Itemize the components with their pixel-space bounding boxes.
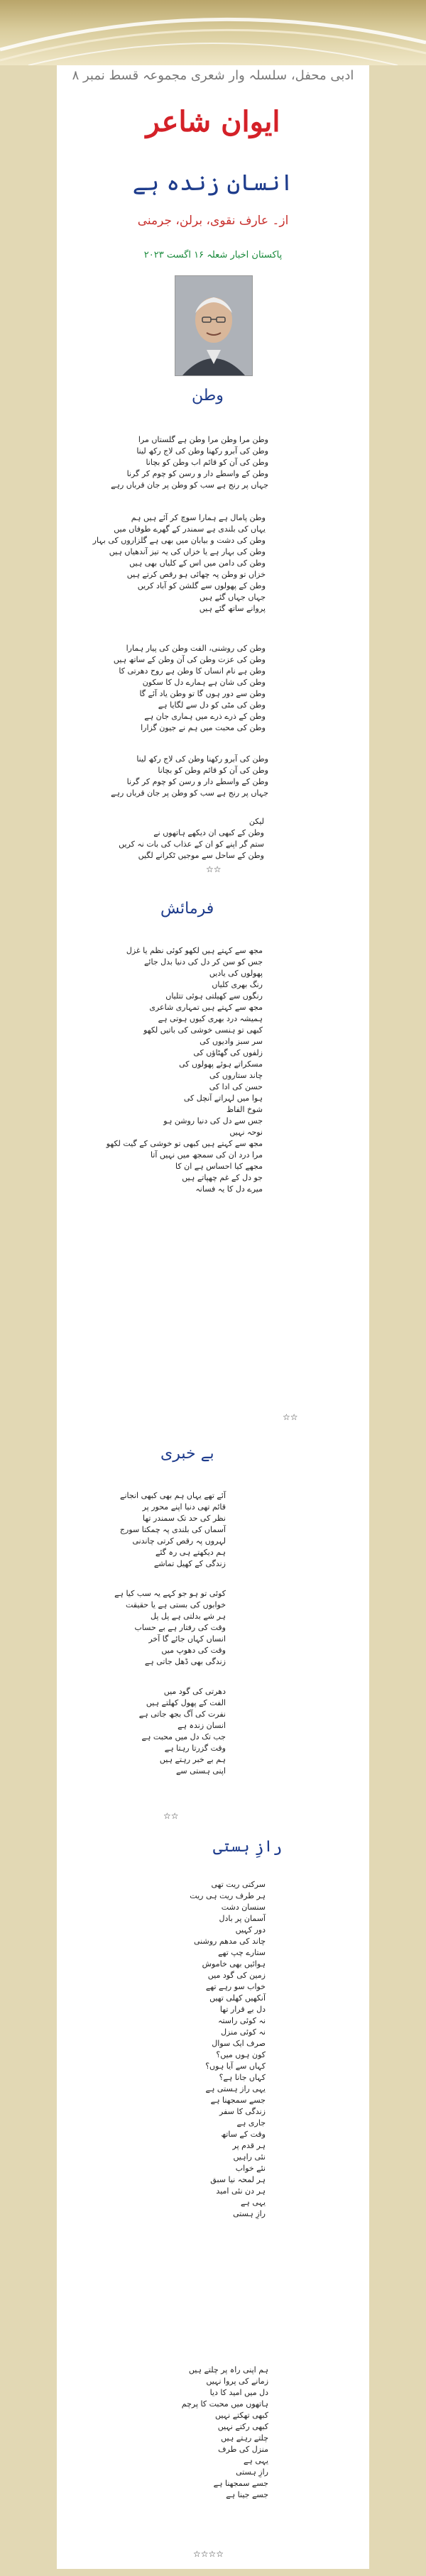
verse-line: ہم دیکھتے ہی رہ گئے xyxy=(155,1548,226,1557)
verse-line: دل بے قرار تھا xyxy=(219,2005,266,2014)
verse-line: نظر کی حد تک سمندر تھا xyxy=(143,1514,226,1523)
verse-line: وطن کے پھولوں سے گلشن کو آباد کریں xyxy=(137,581,266,590)
verse-line: وطن کی عزت وطن کی آن وطن کے ساتھ ہیں xyxy=(113,655,266,664)
swoosh-decoration xyxy=(0,0,426,65)
verse-line: وطن کی بہار ہے یا خزاں کی یہ تیز آندھیاں ہیں xyxy=(109,547,266,556)
verse-line: ہر لمحہ نیا سبق xyxy=(210,2175,266,2184)
verse-line: رازِ ہستی xyxy=(236,2467,268,2477)
verse-line: کبھی تھکتے نہیں xyxy=(215,2411,268,2420)
verse-line: جاری ہے xyxy=(236,2118,266,2128)
verse-line: وطن کے واسطے دار و رسن کو چوم کر گرنا xyxy=(126,469,268,478)
verse-line: نفرت کی آگ بجھ جاتی ہے xyxy=(138,1710,226,1719)
verse-line: رنگ بھری کلیاں xyxy=(212,980,263,989)
verse-line: خواب سو رہے تھے xyxy=(205,1982,266,1991)
series-subtitle: ادبی محفل، سلسلہ وار شعری مجموعہ قسط نمبر ۸ xyxy=(72,68,354,83)
verse-line: منزل کی طرف xyxy=(218,2445,268,2454)
portrait-image xyxy=(175,276,252,375)
verse-line: زندگی کے کھیل تماشے xyxy=(153,1559,226,1568)
watan-stanza-5 xyxy=(119,816,264,862)
verse-line: کون ہوں میں؟ xyxy=(216,2050,266,2059)
poem-title: انسان زندہ ہے xyxy=(132,169,294,196)
verse-line: وطن کی آن کو قائم وطن کو بچانا xyxy=(158,766,268,775)
verse-line: رازِ ہستی xyxy=(233,2209,266,2218)
verse-line: وطن کے کبھی ان دیکھے ہاتھوں نے xyxy=(153,828,264,837)
verse-line: وطن کی مٹی کو دل سے لگایا ہے xyxy=(158,700,266,710)
verse-line: ہوا میں لہراتے آنچل کی xyxy=(183,1094,263,1103)
date-line: پاکستان اخبار شعلہ ۱۶ اگست ۲۰۲۳ xyxy=(143,250,283,260)
verse-line: آسماں کی بلندی پہ چمکتا سورج xyxy=(119,1525,226,1534)
verse-line: چاند کی مدھم روشنی xyxy=(194,1937,266,1946)
verse-line: نئی راہیں xyxy=(233,2152,266,2162)
verse-line: زندگی بھی ڈھل جاتی ہے xyxy=(144,1657,226,1666)
verse-line: کہاں سے آیا ہوں؟ xyxy=(205,2062,266,2071)
header-banner xyxy=(0,0,426,65)
verse-line: آنکھیں کھلی تھیں xyxy=(209,1993,266,2003)
verse-line: وطن کے ساحل سے موجیں ٹکرانے لگیں xyxy=(138,851,264,860)
verse-line: انسان زندہ ہے xyxy=(178,1721,226,1730)
watan-stanza-1 xyxy=(111,434,268,491)
verse-line: دور کہیں xyxy=(235,1925,266,1934)
verse-line: مجھے کیا احساس ہے ان کا xyxy=(175,1162,263,1171)
verse-line: جو دل کے غم چھپاتے ہیں xyxy=(182,1173,263,1182)
verse-line: وطن کی آبرو رکھنا وطن کی لاج رکھ لینا xyxy=(136,446,268,456)
verse-line: نہ کوئی منزل xyxy=(221,2027,266,2037)
section-title-watan: وطن xyxy=(192,387,224,404)
verse-line: یہی ہے xyxy=(240,2198,266,2207)
verse-line: قائم تھی دنیا اپنے محور پر xyxy=(142,1502,226,1512)
verse-line: جسے سمجھنا ہے xyxy=(213,2479,268,2488)
verse-line: وطن کے واسطے دار و رسن کو چوم کر گرنا xyxy=(126,777,268,786)
verse-line: شوخ الفاظ xyxy=(226,1105,263,1114)
verse-line: زمانے کی پروا نہیں xyxy=(206,2377,268,2386)
separator-stars: ☆☆ xyxy=(163,1811,179,1821)
verse-line: وقت گزرتا رہتا ہے xyxy=(164,1744,226,1753)
verse-line: وطن کی آن کو قائم اب وطن کو بچانا xyxy=(146,458,268,467)
watan-stanza-3 xyxy=(114,643,266,734)
verse-line: جسے سمجھنا ہے xyxy=(210,2096,266,2105)
verse-line: یہی ہے xyxy=(243,2456,268,2465)
verse-line: چاند ستاروں کی xyxy=(209,1071,263,1080)
verse-line: لہروں پہ رقص کرتی چاندنی xyxy=(132,1536,226,1546)
verse-line: وطن پامال ہے ہمارا سوچ کر آئے ہیں ہم xyxy=(131,513,266,522)
verse-line: ہر شے بدلتی ہے پل پل xyxy=(150,1612,226,1621)
watan-stanza-4 xyxy=(111,754,268,799)
verse-line: مجھ سے کہتے ہیں لکھو کوئی نظم یا غزل xyxy=(126,946,263,955)
watan-stanza-2 xyxy=(93,512,266,615)
verse-line: ہر طرف ریت ہی ریت xyxy=(190,1891,266,1900)
verse-line: مجھ سے کہتے ہیں تمہاری شاعری xyxy=(149,1003,263,1012)
verse-line: ستارے چپ تھے xyxy=(218,1948,266,1957)
verse-line: یہی راز ہستی ہے xyxy=(205,2084,266,2093)
verse-line: وطن کی محبت میں ہم نے جیون گزارا xyxy=(141,723,266,732)
verse-line: لیکن xyxy=(248,817,264,826)
verse-line: سرکتی ریت تھی xyxy=(211,1880,266,1889)
bekhabri-stanza-3 xyxy=(139,1686,226,1777)
separator-stars: ☆☆ xyxy=(206,864,222,874)
verse-line: پھولوں کی یادیں xyxy=(209,969,263,978)
verse-line: نئے خواب xyxy=(235,2164,266,2173)
verse-line: ہمیشہ درد بھری کیوں ہوتی ہے xyxy=(158,1014,263,1023)
verse-line: الفت کے پھول کھلتے ہیں xyxy=(146,1698,226,1707)
verse-line: ہر قدم پر xyxy=(232,2141,266,2150)
verse-line: وقت کے ساتھ xyxy=(221,2130,266,2139)
verse-line: نوحہ نہیں xyxy=(229,1128,263,1137)
section-title-bekhabri: بے خبری xyxy=(160,1445,214,1463)
verse-line: وطن سے دور ہوں گا تو وطن یاد آئے گا xyxy=(139,689,266,698)
verse-line: خوابوں کی بستی ہے یا حقیقت xyxy=(126,1600,226,1609)
verse-line: ہر دن نئی امید xyxy=(216,2186,266,2196)
verse-line: ہاتھوں میں محبت کا پرچم xyxy=(181,2399,268,2409)
verse-line: وقت کی رفتار ہے بے حساب xyxy=(134,1623,226,1632)
verse-line: پروانے ساتھ گئے ہیں xyxy=(199,604,266,613)
verse-line: کبھی رکتے نہیں xyxy=(217,2422,268,2431)
verse-line: وطن کی دامن میں اس کے کلیاں بھی ہیں xyxy=(129,558,266,568)
verse-line: وطن کی روشنی، الفت وطن کی پیار ہمارا xyxy=(126,644,266,653)
verse-line: میرے دل کا یہ فسانہ xyxy=(195,1184,263,1194)
section-title-farmaish: فرمائش xyxy=(160,900,214,918)
verse-line: زمین کی گود میں xyxy=(207,1971,266,1980)
verse-line: آئے تھے یہاں ہم بھی کبھی انجانے xyxy=(120,1491,226,1500)
verse-line: سنسان دشت xyxy=(221,1903,266,1912)
verse-line: یہاں کی بلندی ہے سمندر کے گھرے طوفاں میں xyxy=(114,524,266,534)
verse-line: مسکراتے ہوئے پھولوں کی xyxy=(179,1059,263,1069)
raaz-stanza-2 xyxy=(182,2365,268,2501)
verse-line: ستم گر اپنے کو ان کے عذاب کی بات نہ کریں xyxy=(119,840,264,849)
verse-line: وطن کی شان ہے ہمارے دل کا سکون xyxy=(142,678,266,687)
bekhabri-stanza-2 xyxy=(114,1588,226,1668)
verse-line: جہاں پر رنج ہے سب کو وطن پر جان قرباں رہے xyxy=(111,480,268,490)
main-title: ایوان شاعر xyxy=(146,105,280,138)
verse-line: رنگوں سے کھیلتی ہوئی تتلیاں xyxy=(165,991,263,1001)
verse-line: چلتے رہتے ہیں xyxy=(221,2433,268,2443)
verse-line: وطن کی آبرو رکھنا وطن کی لاج رکھ لینا xyxy=(136,754,268,764)
verse-line: جب تک دل میں محبت ہے xyxy=(141,1732,226,1741)
raaz-stanza-1 xyxy=(190,1879,266,2220)
verse-line: مجھ سے کہتے ہیں کبھی تو خوشی کے گیت لکھو xyxy=(106,1139,263,1148)
verse-line: ہم بے خبر رہتے ہیں xyxy=(159,1755,226,1764)
verse-line: جہاں پر رنج ہے سب کو وطن پر جان قرباں رہے xyxy=(111,788,268,798)
verse-line: جہاں جہاں گئے ہیں xyxy=(200,593,266,602)
verse-line: خزاں تو وطن پہ چھائی ہو رقص کرتے ہیں xyxy=(126,570,266,579)
verse-line: زندگی کا سفر xyxy=(219,2107,266,2116)
verse-line: آسمان پر بادل xyxy=(219,1914,266,1923)
verse-line: انساں کہاں جائے گا آخر xyxy=(148,1634,226,1644)
poet-line: از۔ عارف نقوی، برلن، جرمنی xyxy=(137,214,289,228)
verse-line: جس سے دل کی دنیا روشن ہو xyxy=(163,1116,263,1125)
verse-line: سر سبز وادیوں کی xyxy=(200,1037,263,1046)
verse-line: وطن مرا وطن مرا وطن ہے گلستاں مرا xyxy=(138,435,268,444)
verse-line: وطن کے ذرے ذرے میں ہماری جان ہے xyxy=(144,712,266,721)
verse-line: ہوائیں بھی خاموش xyxy=(202,1959,266,1969)
verse-line: وطن کی دشت و بیابان میں بھی ہے گلزاروں کی بہار xyxy=(92,536,266,545)
poet-photo xyxy=(175,275,253,376)
verse-line: کوئی تو ہو جو کہے یہ سب کیا ہے xyxy=(114,1589,226,1598)
verse-line: دل میں امید کا دیا xyxy=(209,2388,268,2397)
farmaish-stanza xyxy=(106,945,263,1195)
verse-line: حسن کی ادا کی xyxy=(209,1082,263,1091)
separator-stars: ☆☆ xyxy=(283,1412,298,1422)
section-title-raaz: رازِ ہستی xyxy=(213,1838,283,1856)
verse-line: اپنی ہستی سے xyxy=(175,1766,226,1776)
end-stars: ☆☆☆☆ xyxy=(193,2549,224,2559)
verse-line: کہاں جانا ہے؟ xyxy=(219,2073,266,2082)
verse-line: دھرتی کی گود میں xyxy=(163,1687,226,1696)
bekhabri-stanza-1 xyxy=(120,1490,226,1570)
verse-line: وطن ہے نام انساں کا وطن ہے روح دھرتی کا xyxy=(119,666,266,676)
verse-line: وقت کی دھوپ میں xyxy=(161,1646,226,1655)
verse-line: ہم اپنی راہ پر چلتے ہیں xyxy=(188,2365,268,2374)
verse-line: جسے جینا ہے xyxy=(226,2490,268,2499)
verse-line: جس کو سن کر دل کی دنیا بدل جائے xyxy=(143,957,263,967)
verse-line: زلفوں کی گھٹاؤں کی xyxy=(193,1048,263,1057)
verse-line: کبھی تو ہنسی خوشی کی باتیں لکھو xyxy=(143,1025,263,1035)
verse-line: مرا درد ان کی سمجھ میں نہیں آتا xyxy=(150,1150,263,1160)
verse-line: صرف ایک سوال xyxy=(212,2039,266,2048)
verse-line: نہ کوئی راستہ xyxy=(218,2016,266,2025)
